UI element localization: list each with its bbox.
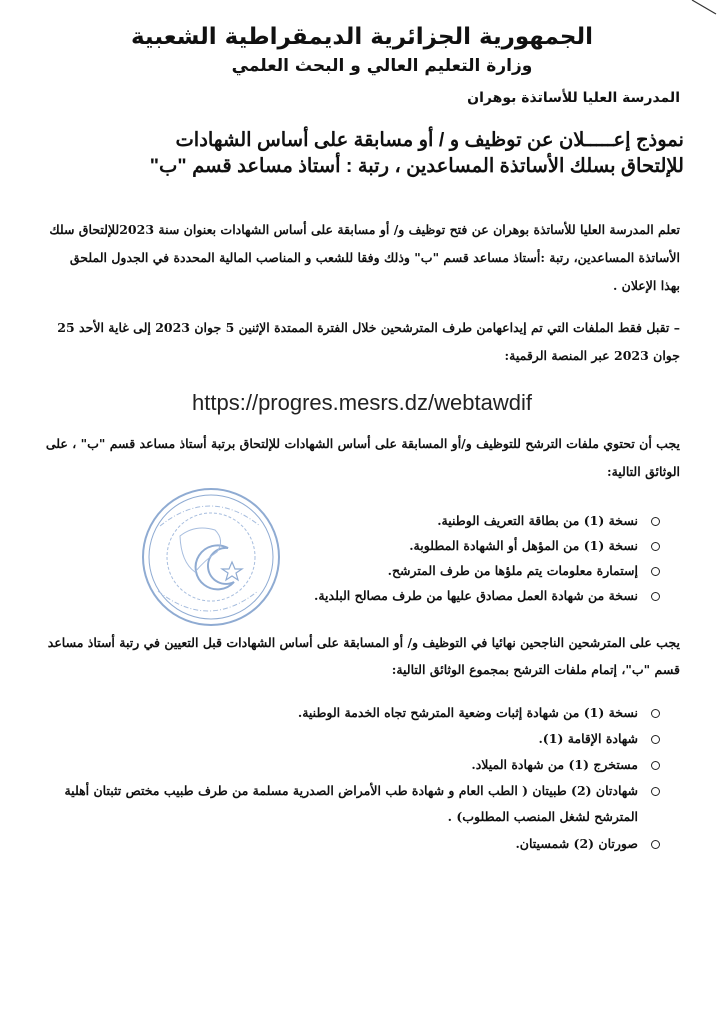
list1-item: إستمارة معلومات يتم ملؤها من طرف المترشح. bbox=[388, 563, 638, 578]
paragraph3-line: الوثائق التالية: bbox=[606, 464, 680, 479]
page-corner-mark bbox=[674, 0, 724, 20]
list2-item-continuation: المترشح لشغل المنصب المطلوب) . bbox=[447, 809, 638, 824]
school-name: المدرسة العليا للأساتذة بوهران bbox=[467, 90, 680, 106]
paragraph2-line: جوان 2023 عبر المنصة الرقمية: bbox=[504, 348, 680, 363]
bullet-icon bbox=[651, 709, 660, 718]
list2-item: مستخرج (1) من شهادة الميلاد. bbox=[471, 757, 638, 772]
paragraph1-line: بهذا الإعلان . bbox=[612, 278, 680, 293]
list1-item: نسخة (1) من بطاقة التعريف الوطنية. bbox=[437, 513, 638, 528]
bullet-icon bbox=[651, 567, 660, 576]
bullet-icon bbox=[651, 840, 660, 849]
bullet-icon bbox=[651, 517, 660, 526]
paragraph2-line: – تقبل فقط الملفات التي تم إيداعهامن طرف المترشحين خلال الفترة الممتدة الإثنين 5 جوان 2023 إلى غاية الأحد 25 bbox=[57, 320, 680, 335]
official-stamp bbox=[140, 486, 282, 628]
announcement-title-line1: نموذج إعـــــلان عن توظيف و / أو مسابقة على أساس الشهادات bbox=[175, 129, 684, 151]
country-heading: الجمهورية الجزائرية الديمقراطية الشعبية bbox=[130, 24, 594, 50]
bullet-icon bbox=[651, 735, 660, 744]
ministry-heading: وزارة التعليم العالي و البحث العلمي bbox=[231, 56, 533, 76]
list2-item: نسخة (1) من شهادة إثبات وضعية المترشح تجاه الخدمة الوطنية. bbox=[298, 705, 638, 720]
paragraph1-line: الأساتذة المساعدين، رتبة :أستاذ مساعد قسم "ب" وذلك وفقا للشعب و المناصب المالية المحددة في الجدول الملحق bbox=[69, 250, 680, 265]
list1-item: نسخة (1) من المؤهل أو الشهادة المطلوبة. bbox=[409, 538, 638, 553]
paragraph4-line: قسم "ب"، إتمام ملفات الترشح بمجموع الوثائق التالية: bbox=[391, 662, 680, 677]
bullet-icon bbox=[651, 542, 660, 551]
bullet-icon bbox=[651, 787, 660, 796]
paragraph3-line: يجب أن تحتوي ملفات الترشح للتوظيف و/أو المسابقة على أساس الشهادات للإلتحاق برتبة أستاذ مساعد قسم "ب" ، على bbox=[45, 436, 680, 451]
list2-item: شهادة الإقامة (1). bbox=[538, 731, 638, 746]
paragraph4-line: يجب على المترشحين الناجحين نهائيا في التوظيف و/ أو المسابقة على أساس الشهادات قبل التعيين في رتبة أستاذ مساعد bbox=[47, 635, 680, 650]
bullet-icon bbox=[651, 761, 660, 770]
list2-item: شهادتان (2) طبيتان ( الطب العام و شهادة طب الأمراض الصدرية مسلمة من طرف طبيب مختص تثبتان أهلية bbox=[84, 783, 638, 798]
list1-item: نسخة من شهادة العمل مصادق عليها من طرف مصالح البلدية. bbox=[314, 588, 638, 603]
paragraph1-line: تعلم المدرسة العليا للأساتذة بوهران عن فتح توظيف و/ أو مسابقة على أساس الشهادات بعنوان سنة 2023للإلتحاق سلك bbox=[49, 222, 680, 237]
list2-item: صورتان (2) شمسيتان. bbox=[515, 836, 638, 851]
announcement-title-line2: للإلتحاق بسلك الأساتذة المساعدين ، رتبة : أستاذ مساعد قسم "ب" bbox=[149, 155, 684, 177]
bullet-icon bbox=[651, 592, 660, 601]
platform-url[interactable]: https://progres.mesrs.dz/webtawdif bbox=[192, 390, 532, 415]
